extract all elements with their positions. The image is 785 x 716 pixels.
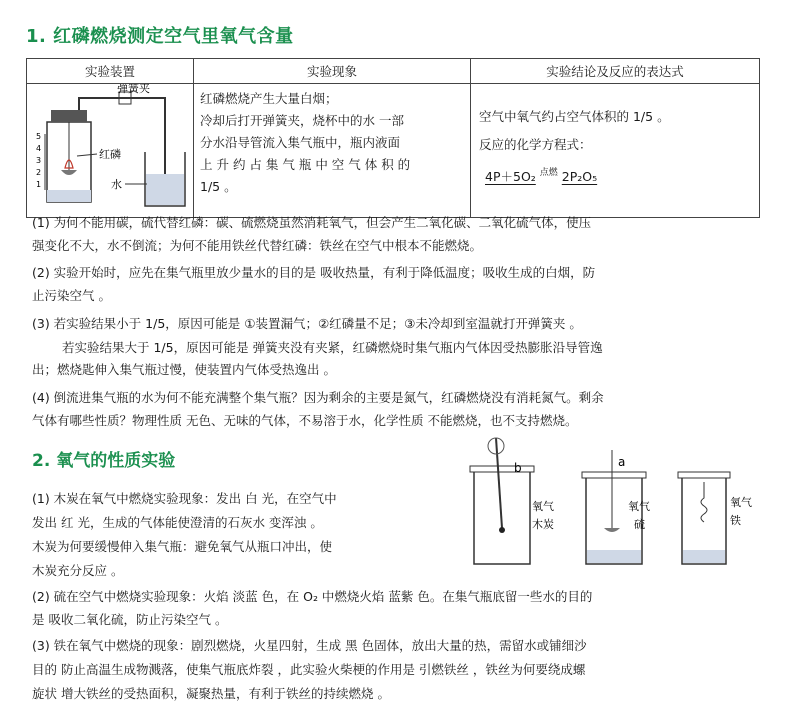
section2-title: 2. 氧气的性质实验 — [32, 451, 176, 471]
question-line: 止污染空气 。 — [32, 288, 111, 303]
jar-water — [683, 550, 725, 563]
apparatus-diagram — [27, 84, 191, 214]
scale-mark: 3 — [36, 156, 42, 165]
jar-mouth — [470, 466, 534, 472]
charcoal-icon — [499, 527, 505, 533]
chemical-equation — [479, 162, 751, 188]
section2-line: (3) 铁在氧气中燃烧的现象：剧烈燃烧，火星四射，生成 黑 色固体，放出大量的热，需留水或铺细沙 — [32, 638, 587, 653]
question-line: 强变化不大，水不倒流；为何不能用铁丝代替红磷：铁丝在空气中根本不能燃烧。 — [32, 238, 483, 253]
label-phosphorus: 红磷 — [99, 148, 121, 161]
label-a: a — [618, 455, 626, 469]
label-iron: 铁 — [730, 514, 741, 527]
spoon-icon — [604, 528, 620, 532]
section1-title: 1. 红磷燃烧测定空气里氧气含量 — [26, 26, 294, 47]
jar-mouth — [582, 472, 646, 478]
scale-mark: 2 — [36, 168, 42, 177]
question-line: (2) 实验开始时，应先在集气瓶里放少量水的目的是 吸收热量，有利于降低温度；吸收生成的白烟，防 — [32, 265, 596, 280]
iron-wire-icon — [701, 482, 707, 522]
stopper — [51, 110, 87, 122]
label-oxygen-2: 氧气 — [628, 500, 650, 513]
combustion-spoon — [61, 170, 77, 175]
question-line: 若实验结果大于 1/5，原因可能是 弹簧夹没有夹紧，红磷燃烧时集气瓶内气体因受热膨胀沿导管逸 — [62, 340, 603, 355]
beaker-water — [146, 174, 184, 205]
section2-line: 旋状 增大铁丝的受热面积，凝聚热量，有利于铁丝的持续燃烧 。 — [32, 686, 390, 701]
question-line: (4) 倒流进集气瓶的水为何不能充满整个集气瓶？因为剩余的主要是氮气，红磷燃烧没有消耗氮气。剩余 — [32, 390, 604, 405]
section2-line: (1) 木炭在氧气中燃烧实验现象：发出 白 光，在空气中 — [32, 491, 337, 506]
section2-line: (2) 硫在空气中燃烧实验现象：火焰 淡蓝 色，在 O₂ 中燃烧火焰 蓝紫 色。在集气瓶底留一些水的目的 — [32, 589, 593, 604]
label-water: 水 — [111, 178, 122, 191]
apparatus-cell — [27, 84, 194, 218]
conclusion-line: 反应的化学方程式： — [479, 137, 592, 152]
equation-right: 2P₂O₅ — [561, 169, 598, 184]
scale-mark: 1 — [36, 180, 42, 189]
label-clamp: 弹簧夹 — [117, 84, 150, 95]
phenomenon-line: 1/5 。 — [200, 179, 237, 194]
phenomenon-line: 上 升 约 占 集 气 瓶 中 空 气 体 积 的 — [200, 157, 411, 172]
phenomenon-line: 红磷燃烧产生大量白烟； — [200, 91, 338, 106]
table-header: 实验结论及反应的表达式 — [471, 59, 760, 84]
question-line: (3) 若实验结果小于 1/5，原因可能是 ①装置漏气；②红磷量不足；③未冷却到室温就打开弹簧夹 。 — [32, 316, 582, 331]
table-header: 实验装置 — [27, 59, 194, 84]
question-line: 气体有哪些性质？物理性质 无色、无味的气体，不易溶于水，化学性质 不能燃烧，也不支持燃烧。 — [32, 413, 578, 428]
bottle-water — [47, 190, 91, 202]
phenomenon-line: 冷却后打开弹簧夹，烧杯中的水 一部 — [200, 113, 404, 128]
equation-left: 4P＋5O₂ — [485, 169, 536, 184]
section2-line: 发出 红 光，生成的气体能使澄清的石灰水 变浑浊 。 — [32, 515, 323, 530]
conclusion-line: 空气中氧气约占空气体积的 1/5 。 — [479, 109, 670, 124]
section2-line: 木炭充分反应 。 — [32, 563, 124, 578]
table-header: 实验现象 — [194, 59, 471, 84]
conclusion-cell — [471, 84, 760, 218]
experiment-table — [26, 58, 760, 218]
label-sulfur: 硫 — [634, 518, 645, 531]
label-oxygen-1: 氧气 — [532, 500, 554, 513]
section2-line: 木炭为何要缓慢伸入集气瓶：避免氧气从瓶口冲出，使 — [32, 539, 333, 554]
scale-mark: 5 — [36, 132, 42, 141]
question-line: (1) 为何不能用碳，硫代替红磷：碳、硫燃烧虽然消耗氧气，但会产生二氧化碳、二氧化硫气体，使压 — [32, 215, 592, 230]
equation-condition: 点燃 — [539, 168, 558, 178]
oxygen-experiments-diagram — [462, 432, 762, 572]
jar-water — [587, 550, 641, 563]
scale-mark: 4 — [36, 144, 42, 153]
phenomenon-line: 分水沿导管流入集气瓶中，瓶内液面 — [200, 135, 401, 150]
label-oxygen-3: 氧气 — [730, 496, 752, 509]
label-charcoal: 木炭 — [532, 518, 554, 531]
pointer-line — [77, 154, 97, 156]
question-line: 出；燃烧匙伸入集气瓶过慢，使装置内气体受热逸出 。 — [32, 362, 336, 377]
section2-line: 目的 防止高温生成物溅落，使集气瓶底炸裂 ，此实验火柴梗的作用是 引燃铁丝 ，铁丝为何要绕成螺 — [32, 662, 586, 677]
jar-mouth — [678, 472, 730, 478]
phenomena-cell — [194, 84, 471, 218]
section2-line: 是 吸收二氧化硫，防止污染空气 。 — [32, 612, 228, 627]
label-b: b — [514, 461, 522, 475]
